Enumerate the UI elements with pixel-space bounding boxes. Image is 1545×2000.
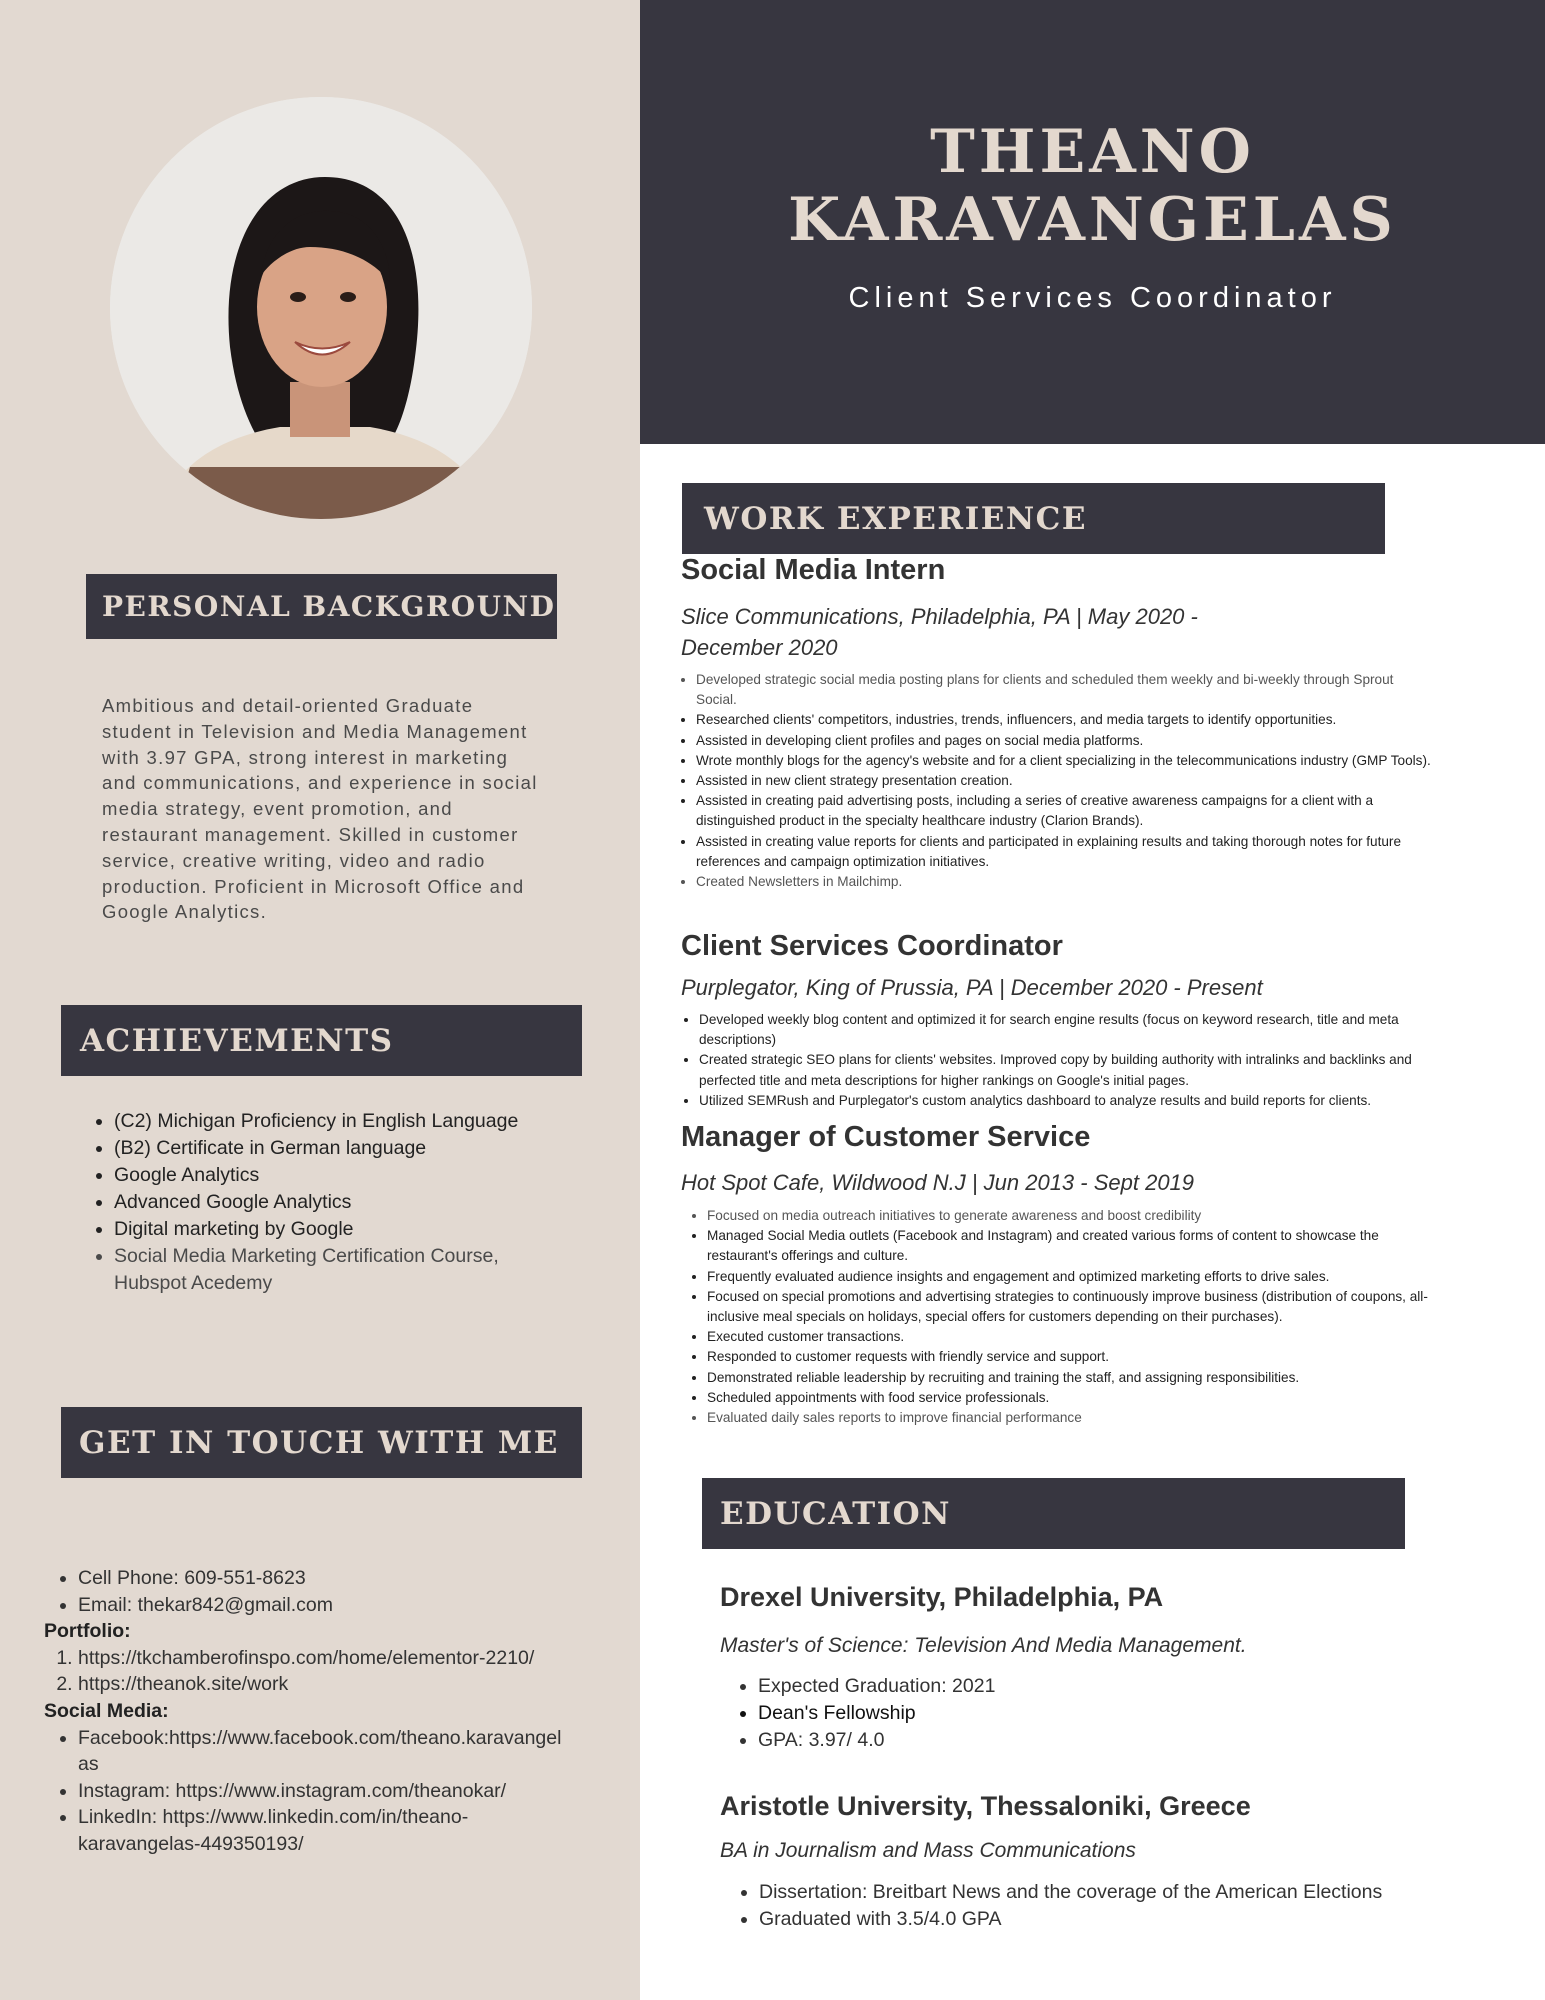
list-item: • Assisted in creating paid advertising posts, including a series of creative awareness campaigns for a client with a distinguished product in the specialty healthcare industry (Clarion Brands). (696, 791, 1431, 831)
name-last: KARAVANGELAS (788, 185, 1397, 255)
portfolio-label: Portfolio: (44, 1620, 131, 1643)
job-subtitle-2: Purplegator, King of Prussia, PA | December 2020 - Present (681, 975, 1263, 1000)
email-item: • Email: thekar842@gmail.com (78, 1592, 564, 1619)
contact-heading: GET IN TOUCH WITH ME (61, 1407, 582, 1478)
list-item: • Dissertation: Breitbart News and the coverage of the American Elections (759, 1879, 1419, 1906)
list-item: • Graduated with 3.5/4.0 GPA (759, 1906, 1419, 1933)
work-experience-heading: WORK EXPERIENCE (682, 483, 1385, 554)
list-item: • Frequently evaluated audience insights and engagement and optimized marketing efforts to drive sales. (707, 1267, 1434, 1287)
list-item: • (B2) Certificate in German language (114, 1135, 574, 1162)
school-name-1: Drexel University, Philadelphia, PA (720, 1582, 1164, 1612)
list-item: • Social Media Marketing Certification Course, Hubspot Acedemy (114, 1243, 574, 1297)
achievements-list (86, 1108, 574, 1297)
list-item: • Assisted in developing client profiles and pages on social media platforms. (696, 731, 1431, 751)
list-item: • Created Newsletters in Mailchimp. (696, 872, 1431, 892)
list-item: • Focused on special promotions and advertising strategies to continuously improve business (distribution of coupons, all-inclusive meal specials on holidays, special offers for customers depending on their purchases). (707, 1287, 1434, 1327)
list-item: • Created strategic SEO plans for clients' websites. Improved copy by building authority with intralinks and backlinks and perfected title and meta descriptions for higher rankings on Google's initial pages. (699, 1050, 1434, 1090)
list-item: • Utilized SEMRush and Purplegator's custom analytics dashboard to analyze results and build reports for clients. (699, 1091, 1434, 1111)
list-item: • Advanced Google Analytics (114, 1189, 574, 1216)
portfolio-link[interactable]: 1. https://tkchamberofinspo.com/home/elementor-2210/ (78, 1645, 564, 1672)
social-label: Social Media: (44, 1699, 169, 1722)
list-item: • Expected Graduation: 2021 (758, 1673, 1378, 1700)
job-title-3: Manager of Customer Service (681, 1121, 1091, 1153)
school-degree-1: Master's of Science: Television And Media Management. (720, 1634, 1247, 1657)
social-list (44, 1725, 564, 1858)
list-item: • Google Analytics (114, 1162, 574, 1189)
job-title-1: Social Media Intern (681, 554, 946, 586)
list-item: • Assisted in new client strategy presentation creation. (696, 771, 1431, 791)
contact-section (44, 1565, 564, 1858)
contact-list (44, 1565, 564, 1618)
portrait-icon (110, 97, 532, 519)
list-item: • GPA: 3.97/ 4.0 (758, 1727, 1378, 1754)
job-title: Client Services Coordinator (848, 282, 1337, 314)
school-details-1 (728, 1673, 1378, 1754)
resume-name (640, 118, 1545, 254)
personal-background-text: Ambitious and detail-oriented Graduate student in Television and Media Management with 3.97 GPA, strong interest in marketing and communications, and experience in social media strategy, event promotion, and restaurant management. Skilled in customer service, creative writing, video and radio production. Proficient in Microsoft Office and Google Analytics. (102, 695, 538, 923)
list-item: • (C2) Michigan Proficiency in English Language (114, 1108, 574, 1135)
facebook-link[interactable]: • Facebook:https://www.facebook.com/theano.karavangelas (78, 1725, 564, 1778)
list-item: • Dean's Fellowship (758, 1700, 1378, 1727)
instagram-link[interactable]: • Instagram: https://www.instagram.com/theanokar/ (78, 1778, 564, 1805)
list-item: • Focused on media outreach initiatives to generate awareness and boost credibility (707, 1206, 1434, 1226)
job-subtitle-3: Hot Spot Cafe, Wildwood N.J | Jun 2013 - Sept 2019 (681, 1170, 1195, 1195)
list-item: • Wrote monthly blogs for the agency's website and for a client specializing in the telecommunications industry (GMP Tools). (696, 751, 1431, 771)
list-item: • Developed strategic social media posting plans for clients and scheduled them weekly and bi-weekly through Sprout Social. (696, 670, 1431, 710)
job-title-2: Client Services Coordinator (681, 930, 1063, 962)
list-item: • Executed customer transactions. (707, 1327, 1434, 1347)
list-item: • Digital marketing by Google (114, 1216, 574, 1243)
list-item: • Managed Social Media outlets (Facebook and Instagram) and created various forms of content to showcase the restaurant's offerings and culture. (707, 1226, 1434, 1266)
linkedin-link[interactable]: • LinkedIn: https://www.linkedin.com/in/theano-karavangelas-449350193/ (78, 1804, 564, 1857)
school-name-2: Aristotle University, Thessaloniki, Greece (720, 1791, 1251, 1821)
school-details-2 (729, 1879, 1419, 1933)
portfolio-link[interactable]: 2. https://theanok.site/work (78, 1671, 564, 1698)
personal-background-heading: PERSONAL BACKGROUND (86, 574, 557, 639)
list-item: • Developed weekly blog content and optimized it for search engine results (focus on keyword research, title and meta descriptions) (699, 1010, 1434, 1050)
list-item: • Demonstrated reliable leadership by recruiting and training the staff, and assigning responsibilities. (707, 1368, 1434, 1388)
list-item: • Assisted in creating value reports for clients and participated in explaining results and taking thorough notes for future references and campaign optimization initiatives. (696, 832, 1431, 872)
portfolio-list (44, 1645, 564, 1698)
job-bullets-2 (683, 1010, 1434, 1111)
job-bullets-1 (680, 670, 1431, 892)
list-item: • Evaluated daily sales reports to improve financial performance (707, 1408, 1434, 1428)
name-first: THEANO (930, 117, 1255, 187)
list-item: • Responded to customer requests with friendly service and support. (707, 1347, 1434, 1367)
list-item: • Scheduled appointments with food service professionals. (707, 1388, 1434, 1408)
job-bullets-3 (691, 1206, 1434, 1428)
school-degree-2: BA in Journalism and Mass Communications (720, 1839, 1136, 1862)
phone-item: • Cell Phone: 609-551-8623 (78, 1565, 564, 1592)
list-item: • Researched clients' competitors, industries, trends, influencers, and media targets to identify opportunities. (696, 710, 1431, 730)
job-subtitle-1: Slice Communications, Philadelphia, PA | May 2020 - December 2020 (681, 604, 1198, 660)
education-heading: EDUCATION (702, 1478, 1405, 1549)
achievements-heading: ACHIEVEMENTS (61, 1005, 582, 1076)
profile-photo (110, 97, 532, 519)
